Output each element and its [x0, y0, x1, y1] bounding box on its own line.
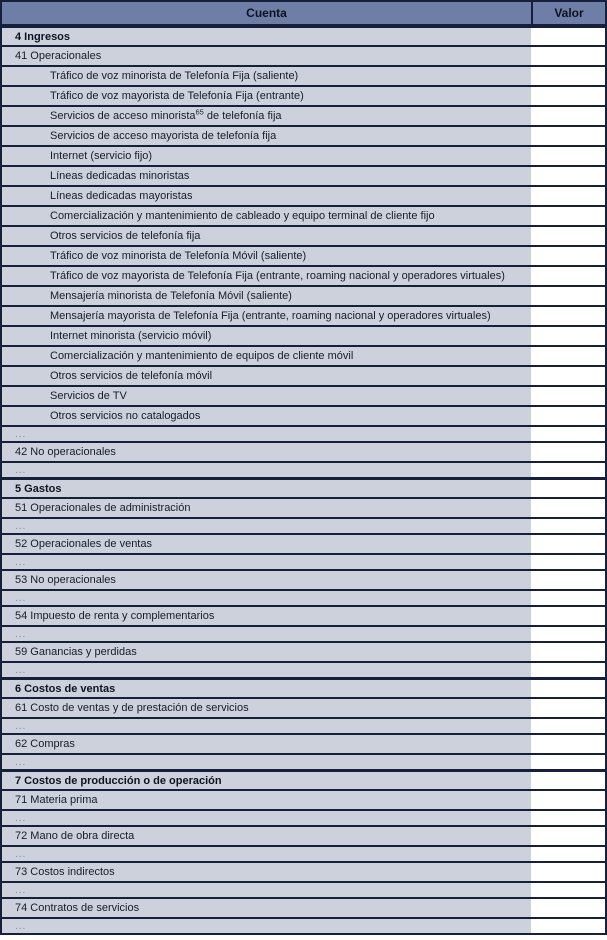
- table-row: [2, 463, 605, 479]
- valor-cell[interactable]: [531, 827, 605, 845]
- cuenta-cell: [2, 187, 531, 205]
- cuenta-cell: [2, 147, 531, 165]
- table-row: [2, 899, 605, 919]
- cuenta-label: 72 Mano de obra directa: [15, 830, 135, 842]
- cuenta-label: Otros servicios de telefonía fija: [50, 230, 201, 242]
- cuenta-cell: [2, 811, 531, 825]
- valor-cell[interactable]: [531, 591, 605, 605]
- cuenta-label: 51 Operacionales de administración: [15, 502, 191, 514]
- cuenta-cell: [2, 327, 531, 345]
- table-row: [2, 519, 605, 535]
- cuenta-label: 7 Costos de producción o de operación: [15, 774, 222, 787]
- cuenta-cell: [2, 387, 531, 405]
- cuenta-label: ...: [15, 920, 27, 932]
- table-row: [2, 499, 605, 519]
- valor-cell[interactable]: [531, 167, 605, 185]
- cuenta-label: Mensajería minorista de Telefonía Móvil (saliente): [50, 290, 292, 302]
- valor-cell[interactable]: [531, 791, 605, 809]
- table-row: [2, 791, 605, 811]
- table-row: [2, 47, 605, 67]
- valor-cell[interactable]: [531, 247, 605, 265]
- column-header-cuenta: Cuenta: [2, 2, 533, 24]
- cuenta-label: ...: [15, 520, 27, 532]
- cuenta-label: ...: [15, 884, 27, 896]
- table-row: [2, 27, 605, 47]
- cuenta-cell: [2, 367, 531, 385]
- cuenta-cell: [2, 480, 531, 497]
- cuenta-label: 52 Operacionales de ventas: [15, 538, 152, 550]
- valor-cell[interactable]: [531, 327, 605, 345]
- valor-cell[interactable]: [531, 519, 605, 533]
- valor-cell[interactable]: [531, 499, 605, 517]
- cuenta-cell: [2, 680, 531, 697]
- valor-cell[interactable]: [531, 307, 605, 325]
- cuenta-label: Comercialización y mantenimiento de equipos de cliente móvil: [50, 350, 354, 362]
- valor-cell[interactable]: [531, 643, 605, 661]
- cuenta-cell: [2, 267, 531, 285]
- cuenta-label: Internet minorista (servicio móvil): [50, 330, 212, 342]
- table-row: [2, 679, 605, 699]
- cuenta-cell: [2, 719, 531, 733]
- cuenta-cell: [2, 607, 531, 625]
- table-row: [2, 443, 605, 463]
- table-row: [2, 735, 605, 755]
- cuenta-cell: [2, 443, 531, 461]
- cuenta-label: 53 No operacionales: [15, 574, 116, 586]
- valor-cell[interactable]: [531, 67, 605, 85]
- valor-cell[interactable]: [531, 863, 605, 881]
- valor-cell[interactable]: [531, 480, 605, 497]
- cuenta-label: Comercialización y mantenimiento de cableado y equipo terminal de cliente fijo: [50, 210, 435, 222]
- table-row: [2, 883, 605, 899]
- cuenta-cell: [2, 735, 531, 753]
- cuenta-cell: [2, 287, 531, 305]
- cuenta-label: 6 Costos de ventas: [15, 682, 116, 695]
- cuenta-cell: [2, 755, 531, 769]
- table-row: [2, 847, 605, 863]
- cuenta-label: Líneas dedicadas minoristas: [50, 170, 190, 182]
- table-row: [2, 187, 605, 207]
- valor-cell[interactable]: [531, 47, 605, 65]
- cuenta-label: ...: [15, 720, 27, 732]
- table-row: [2, 663, 605, 679]
- table-row: [2, 247, 605, 267]
- cuenta-cell: [2, 499, 531, 517]
- cuenta-cell: [2, 863, 531, 881]
- table-row: [2, 863, 605, 883]
- cuenta-cell: [2, 307, 531, 325]
- cuenta-label: Otros servicios de telefonía móvil: [50, 370, 213, 382]
- table-row: [2, 755, 605, 771]
- cuenta-label: Otros servicios no catalogados: [50, 410, 201, 422]
- cuenta-cell: [2, 463, 531, 477]
- cuenta-cell: [2, 519, 531, 533]
- cuenta-cell: [2, 847, 531, 861]
- table-row: [2, 307, 605, 327]
- table-row: [2, 479, 605, 499]
- cuenta-label: Tráfico de voz minorista de Telefonía Móvil (saliente): [50, 250, 307, 262]
- table-row: [2, 591, 605, 607]
- cuenta-label: 73 Costos indirectos: [15, 866, 115, 878]
- cuenta-label: 71 Materia prima: [15, 794, 98, 806]
- valor-cell[interactable]: [531, 347, 605, 365]
- cuenta-label: ...: [15, 464, 27, 476]
- cuenta-label: 42 No operacionales: [15, 446, 116, 458]
- cuenta-label: Tráfico de voz minorista de Telefonía Fija (saliente): [50, 70, 299, 82]
- table-row: [2, 811, 605, 827]
- table-row: [2, 643, 605, 663]
- table-row: [2, 107, 605, 127]
- cuenta-cell: [2, 127, 531, 145]
- table-row: [2, 555, 605, 571]
- table-row: [2, 699, 605, 719]
- valor-cell[interactable]: [531, 899, 605, 917]
- cuenta-cell: [2, 407, 531, 425]
- table-row: [2, 327, 605, 347]
- valor-cell[interactable]: [531, 772, 605, 789]
- cuenta-label: 62 Compras: [15, 738, 75, 750]
- cuenta-label: Líneas dedicadas mayoristas: [50, 190, 193, 202]
- valor-cell[interactable]: [531, 287, 605, 305]
- table-body: [2, 27, 605, 935]
- valor-cell[interactable]: [531, 607, 605, 625]
- valor-cell[interactable]: [531, 367, 605, 385]
- cuenta-label: ...: [15, 556, 27, 568]
- cuenta-cell: [2, 347, 531, 365]
- valor-cell[interactable]: [531, 719, 605, 733]
- table-row: [2, 719, 605, 735]
- cuenta-label: Tráfico de voz mayorista de Telefonía Fija (entrante, roaming nacional y operadores virtuales): [50, 270, 505, 282]
- cuenta-cell: [2, 167, 531, 185]
- valor-cell[interactable]: [531, 187, 605, 205]
- valor-cell[interactable]: [531, 663, 605, 677]
- table-row: [2, 267, 605, 287]
- valor-cell[interactable]: [531, 811, 605, 825]
- cuenta-label: ...: [15, 592, 27, 604]
- valor-cell[interactable]: [531, 919, 605, 933]
- valor-cell[interactable]: [531, 755, 605, 769]
- cuenta-label: 5 Gastos: [15, 482, 62, 495]
- table-row: [2, 387, 605, 407]
- table-row: [2, 627, 605, 643]
- cuenta-label: Servicios de TV: [50, 390, 127, 402]
- table-row: [2, 407, 605, 427]
- cuenta-label: ...: [15, 628, 27, 640]
- table-row: [2, 367, 605, 387]
- table-row: [2, 347, 605, 367]
- valor-cell[interactable]: [531, 28, 605, 45]
- cuenta-label: Servicios de acceso mayorista de telefonía fija: [50, 130, 277, 142]
- valor-cell[interactable]: [531, 407, 605, 425]
- table-row: [2, 67, 605, 87]
- valor-cell[interactable]: [531, 87, 605, 105]
- cuenta-label: ...: [15, 848, 27, 860]
- valor-cell[interactable]: [531, 443, 605, 461]
- cuenta-cell: [2, 227, 531, 245]
- cuenta-cell: [2, 899, 531, 917]
- cuenta-label: ...: [15, 756, 27, 768]
- cuenta-label: ...: [15, 812, 27, 824]
- cuenta-cell: [2, 663, 531, 677]
- table-row: [2, 571, 605, 591]
- table-row: [2, 427, 605, 443]
- cuenta-cell: [2, 883, 531, 897]
- cuenta-cell: [2, 207, 531, 225]
- table-header-row: [2, 2, 605, 27]
- cuenta-cell: [2, 87, 531, 105]
- cuenta-cell: [2, 427, 531, 441]
- cuenta-label: Servicios de acceso minorista$^{65}$ de telefonía fija: [50, 107, 282, 122]
- cuenta-cell: [2, 919, 531, 933]
- cuenta-label: 4 Ingresos: [15, 30, 71, 43]
- valor-cell[interactable]: [531, 627, 605, 641]
- cuenta-label: ...: [15, 428, 27, 440]
- cuenta-label: 41 Operacionales: [15, 50, 102, 62]
- table-row: [2, 127, 605, 147]
- valor-cell[interactable]: [531, 147, 605, 165]
- table-row: [2, 827, 605, 847]
- table-row: [2, 535, 605, 555]
- cuenta-label: 74 Contratos de servicios: [15, 902, 140, 914]
- table-row: [2, 87, 605, 107]
- cuenta-label: 59 Ganancias y perdidas: [15, 646, 137, 658]
- valor-cell[interactable]: [531, 463, 605, 477]
- cuenta-label: Mensajería mayorista de Telefonía Fija (entrante, roaming nacional y operadores virtuales): [50, 310, 491, 322]
- table-row: [2, 919, 605, 935]
- cuenta-cell: [2, 791, 531, 809]
- valor-cell[interactable]: [531, 127, 605, 145]
- cuenta-cell: [2, 535, 531, 553]
- valor-cell[interactable]: [531, 535, 605, 553]
- cuenta-cell: [2, 571, 531, 589]
- cuenta-cell: [2, 28, 531, 45]
- cuenta-cell: [2, 827, 531, 845]
- valor-cell[interactable]: [531, 107, 605, 125]
- table-row: [2, 227, 605, 247]
- column-header-valor: Valor: [554, 6, 584, 20]
- table-row: [2, 771, 605, 791]
- table-row: [2, 607, 605, 627]
- valor-cell[interactable]: [531, 699, 605, 717]
- cuenta-cell: [2, 699, 531, 717]
- valor-cell[interactable]: [531, 847, 605, 861]
- valor-cell[interactable]: [531, 883, 605, 897]
- valor-cell[interactable]: [531, 387, 605, 405]
- table-row: [2, 147, 605, 167]
- cuenta-label: 61 Costo de ventas y de prestación de servicios: [15, 702, 249, 714]
- valor-cell[interactable]: [531, 207, 605, 225]
- footnote-ref: 65: [195, 107, 204, 117]
- cuenta-label: Internet (servicio fijo): [50, 150, 153, 162]
- cuenta-cell: [2, 772, 531, 789]
- cuenta-label: ...: [15, 664, 27, 676]
- valor-cell[interactable]: [531, 267, 605, 285]
- valor-cell[interactable]: [531, 555, 605, 569]
- table-row: [2, 287, 605, 307]
- cuenta-cell: [2, 643, 531, 661]
- cuenta-label: 54 Impuesto de renta y complementarios: [15, 610, 215, 622]
- cuenta-cell: [2, 107, 531, 125]
- cuenta-cell: [2, 247, 531, 265]
- cuenta-cell: [2, 67, 531, 85]
- cuenta-cell: [2, 555, 531, 569]
- cuenta-cell: [2, 47, 531, 65]
- cuenta-label: Tráfico de voz mayorista de Telefonía Fija (entrante): [50, 90, 304, 102]
- valor-cell[interactable]: [531, 227, 605, 245]
- valor-cell[interactable]: [531, 680, 605, 697]
- valor-cell[interactable]: [531, 427, 605, 441]
- table-row: [2, 207, 605, 227]
- valor-cell[interactable]: [531, 735, 605, 753]
- cuenta-cell: [2, 591, 531, 605]
- valor-cell[interactable]: [531, 571, 605, 589]
- cuenta-cell: [2, 627, 531, 641]
- table-row: [2, 167, 605, 187]
